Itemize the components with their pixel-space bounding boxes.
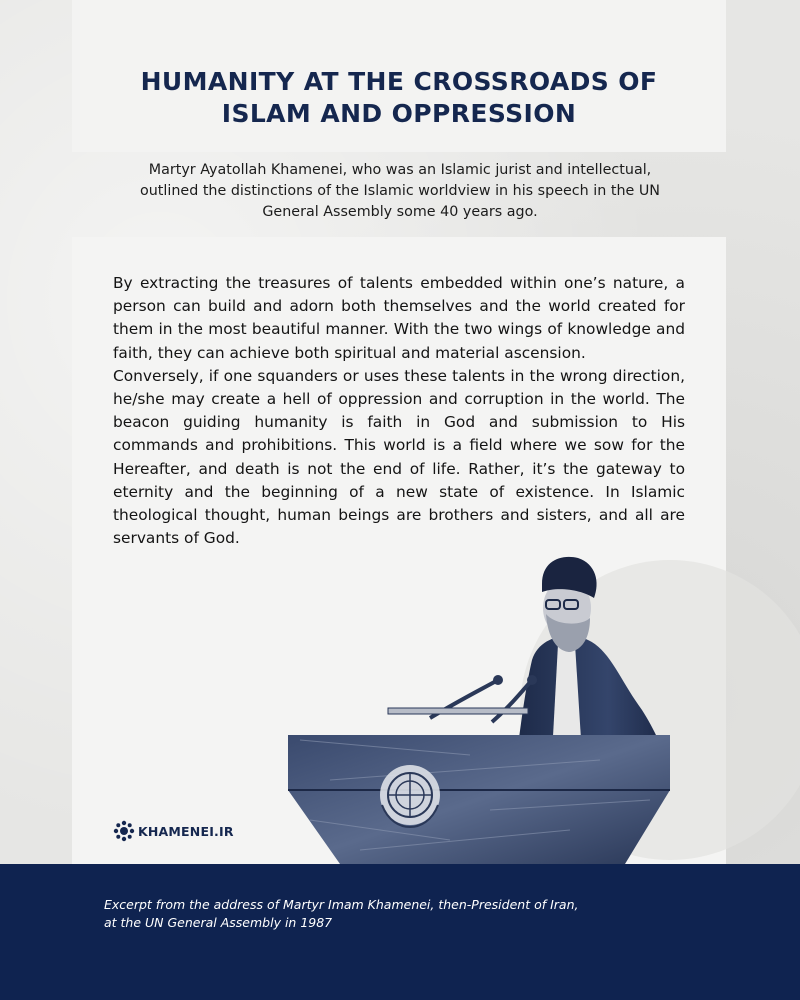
caption-footer (0, 864, 800, 1000)
page-title: HUMANITY AT THE CROSSROADS OF ISLAM AND OPPRESSION (140, 67, 658, 128)
un-emblem-icon (380, 765, 440, 827)
khamenei-logo-icon (113, 820, 135, 842)
caption-text: Excerpt from the address of Martyr Imam Khamenei, then-President of Iran, at the UN General Assembly in 1987 (104, 897, 579, 930)
podium (288, 735, 670, 864)
speaker-at-un-podium-photo (270, 540, 740, 864)
quote-body (113, 272, 685, 550)
intro-text: Martyr Ayatollah Khamenei, who was an Islamic jurist and intellectual, outlined the distinctions of the Islamic worldview in his speech in the UN General Assembly some 40 years ago. (139, 162, 660, 220)
quote-paragraph-1: By extracting the treasures of talents embedded within one’s nature, a person can build and adorn both themselves and the world created for them in the most beautiful manner. With the two wings of knowledge and faith, they can achieve both spiritual and material ascension. (113, 274, 685, 362)
brand-logo[interactable] (113, 820, 234, 842)
brand-logo-text: KHAMENEI.IR (138, 823, 234, 839)
quote-paragraph-2: Conversely, if one squanders or uses these talents in the wrong direction, he/she may create a hell of oppression and corruption in the world. The beacon guiding humanity is faith in God and submission to His commands and prohibitions. This world is a field where we sow for the Hereafter, and death is not the end of life. Rather, it’s the gateway to eternity and the beginning of a new state of existence. In Islamic theological thought, human beings are brothers and sisters, and all are servants of God. (113, 366, 685, 548)
